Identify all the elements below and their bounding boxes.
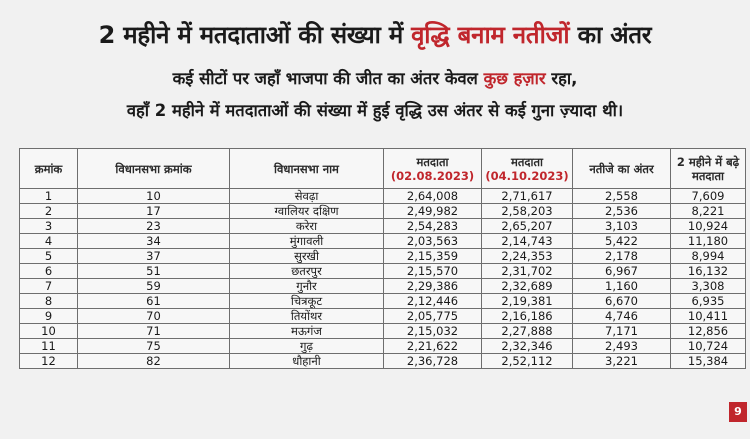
cell-constituency-name: गुढ़ [230,339,384,354]
cell-serial: 9 [20,309,78,324]
cell-constituency-no: 82 [78,354,230,369]
table-row [20,219,746,234]
header-increase-line2: मतदाता [691,168,725,183]
table-row [20,279,746,294]
cell-serial: 4 [20,234,78,249]
subtitle-line1-part2: रहा, [545,69,578,88]
cell-voters-a: 2,36,728 [384,354,482,369]
cell-constituency-no: 75 [78,339,230,354]
cell-margin: 2,493 [573,339,671,354]
cell-increase: 10,724 [671,339,746,354]
subtitle-line1-highlight: कुछ हज़ार [483,69,546,88]
cell-voters-a: 2,21,622 [384,339,482,354]
table-row [20,309,746,324]
cell-voters-b: 2,27,888 [482,324,573,339]
cell-constituency-no: 23 [78,219,230,234]
cell-voters-a: 2,15,032 [384,324,482,339]
cell-margin: 3,221 [573,354,671,369]
cell-voters-b: 2,24,353 [482,249,573,264]
header-voters-b [482,149,573,189]
cell-margin: 2,536 [573,204,671,219]
table-row [20,189,746,204]
cell-voters-b: 2,14,743 [482,234,573,249]
cell-constituency-name: करेरा [230,219,384,234]
table-row [20,204,746,219]
cell-constituency-no: 10 [78,189,230,204]
cell-constituency-name: छतरपुर [230,264,384,279]
cell-constituency-no: 71 [78,324,230,339]
cell-voters-b: 2,31,702 [482,264,573,279]
cell-constituency-name: तियोंथर [230,309,384,324]
header-voters-b-label: मतदाता [510,154,544,169]
cell-constituency-name: गुनौर [230,279,384,294]
cell-constituency-name: धौहानी [230,354,384,369]
cell-constituency-name: मऊगंज [230,324,384,339]
cell-serial: 1 [20,189,78,204]
cell-constituency-no: 70 [78,309,230,324]
header-constituency-no: विधानसभा क्रमांक [78,149,230,189]
table-row [20,294,746,309]
cell-voters-b: 2,71,617 [482,189,573,204]
cell-margin: 2,178 [573,249,671,264]
cell-serial: 10 [20,324,78,339]
subtitle-line1-part1: कई सीटों पर जहाँ भाजपा की जीत का अंतर केवल [172,69,484,88]
cell-voters-a: 2,05,775 [384,309,482,324]
header-increase [671,149,746,189]
cell-serial: 12 [20,354,78,369]
header-voters-a-date: (02.08.2023) [390,168,475,183]
header-increase-line1: 2 महीने में बढ़े [676,154,740,169]
cell-serial: 6 [20,264,78,279]
header-margin: नतीजे का अंतर [573,149,671,189]
cell-constituency-name: सेवढ़ा [230,189,384,204]
voter-increase-table [19,148,746,369]
table-row [20,339,746,354]
cell-serial: 8 [20,294,78,309]
table-row [20,324,746,339]
cell-voters-b: 2,65,207 [482,219,573,234]
cell-margin: 1,160 [573,279,671,294]
title-highlight: वृद्धि बनाम नतीजों [411,21,570,49]
cell-voters-a: 2,15,359 [384,249,482,264]
cell-voters-a: 2,49,982 [384,204,482,219]
cell-constituency-no: 37 [78,249,230,264]
cell-voters-a: 2,03,563 [384,234,482,249]
cell-constituency-name: ग्वालियर दक्षिण [230,204,384,219]
table-row [20,354,746,369]
page-number-badge: 9 [729,402,747,422]
cell-margin: 4,746 [573,309,671,324]
cell-constituency-no: 17 [78,204,230,219]
cell-voters-b: 2,58,203 [482,204,573,219]
cell-increase: 15,384 [671,354,746,369]
cell-constituency-no: 61 [78,294,230,309]
title-part2: का अंतर [569,21,652,49]
cell-voters-b: 2,16,186 [482,309,573,324]
cell-increase: 11,180 [671,234,746,249]
cell-constituency-name: मुंगावली [230,234,384,249]
cell-voters-b: 2,32,689 [482,279,573,294]
cell-constituency-no: 59 [78,279,230,294]
cell-constituency-name: चित्रकूट [230,294,384,309]
cell-margin: 3,103 [573,219,671,234]
cell-voters-b: 2,19,381 [482,294,573,309]
cell-voters-a: 2,64,008 [384,189,482,204]
table-header-row [20,149,746,189]
cell-margin: 6,967 [573,264,671,279]
subtitle-line-1 [0,66,750,89]
cell-voters-a: 2,29,386 [384,279,482,294]
cell-increase: 10,924 [671,219,746,234]
cell-serial: 3 [20,219,78,234]
cell-voters-a: 2,15,570 [384,264,482,279]
cell-increase: 16,132 [671,264,746,279]
cell-constituency-name: सुरखी [230,249,384,264]
title-part1: 2 महीने में मतदाताओं की संख्या में [98,21,412,49]
cell-increase: 8,221 [671,204,746,219]
cell-increase: 6,935 [671,294,746,309]
header-voters-a-label: मतदाता [416,154,449,169]
cell-voters-b: 2,32,346 [482,339,573,354]
cell-serial: 2 [20,204,78,219]
cell-voters-a: 2,12,446 [384,294,482,309]
cell-increase: 12,856 [671,324,746,339]
cell-increase: 8,994 [671,249,746,264]
cell-margin: 5,422 [573,234,671,249]
cell-margin: 6,670 [573,294,671,309]
cell-increase: 10,411 [671,309,746,324]
page-title [0,18,750,51]
cell-constituency-no: 34 [78,234,230,249]
cell-voters-b: 2,52,112 [482,354,573,369]
header-serial: क्रमांक [20,149,78,189]
header-voters-a [384,149,482,189]
header-constituency-name: विधानसभा नाम [230,149,384,189]
cell-margin: 7,171 [573,324,671,339]
cell-serial: 5 [20,249,78,264]
table-row [20,249,746,264]
cell-serial: 7 [20,279,78,294]
cell-increase: 7,609 [671,189,746,204]
cell-serial: 11 [20,339,78,354]
cell-constituency-no: 51 [78,264,230,279]
table-row [20,234,746,249]
subtitle-line-2: वहाँ 2 महीने में मतदाताओं की संख्या में हुई वृद्धि उस अंतर से कई गुना ज़्यादा थी। [126,101,624,120]
header-voters-b-date: (04.10.2023) [485,168,569,183]
cell-voters-a: 2,54,283 [384,219,482,234]
cell-margin: 2,558 [573,189,671,204]
cell-increase: 3,308 [671,279,746,294]
table-row [20,264,746,279]
